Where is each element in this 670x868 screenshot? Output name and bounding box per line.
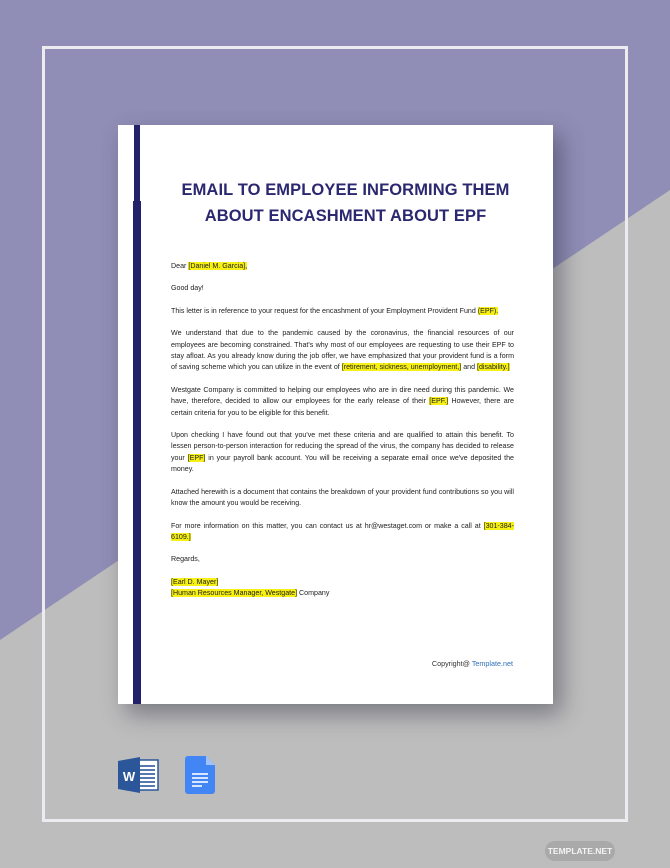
text-segment: Upon checking I have found out that you've met these criteria and are qualified to attain this benefit. To lessen person-to-person interaction for reducing the spread of the virus, the company has decided to release your	[171, 431, 514, 462]
paragraph	[171, 554, 514, 565]
letter-body	[171, 261, 514, 611]
highlighted-placeholder: [EPF.]	[429, 397, 449, 406]
svg-text:W: W	[122, 769, 136, 784]
text-segment: However, there are certain criteria for you to be eligible for this benefit.	[171, 397, 514, 417]
text-segment: and	[461, 363, 477, 372]
watermark-badge: TEMPLATE.NET	[545, 841, 615, 861]
text-segment: Good day!	[171, 284, 204, 293]
highlighted-placeholder: [Earl D. Mayer]	[171, 577, 219, 586]
paragraph	[171, 306, 514, 317]
highlighted-placeholder: [disability.]	[477, 363, 510, 372]
title-line: ABOUT ENCASHMENT ABOUT EPF	[204, 207, 487, 225]
copyright	[432, 659, 513, 668]
text-segment: in your payroll bank account. You will be receiving a separate email once we've deposited the money.	[171, 453, 514, 474]
paragraph	[171, 577, 514, 600]
text-segment: Regards,	[171, 555, 200, 564]
paragraph	[171, 328, 514, 374]
highlighted-placeholder: (EPF).	[477, 306, 499, 315]
document-title	[158, 177, 533, 229]
microsoft-word-icon	[118, 757, 160, 793]
copyright-brand: Template.net	[471, 659, 513, 668]
text-segment: Dear	[171, 262, 189, 270]
title-line: EMAIL TO EMPLOYEE INFORMING THEM	[181, 181, 510, 199]
highlighted-placeholder: [retirement, sickness, unemployment,]	[341, 363, 462, 372]
highlighted-placeholder: [EPF]	[187, 453, 206, 462]
text-segment: Westgate Company is committed to helping our employees who are in dire need during this pandemic. We have, therefore, decided to allow our employees for the early release of their	[171, 385, 514, 406]
paragraph	[171, 521, 514, 544]
highlighted-placeholder: [301-384-6109.]	[171, 521, 514, 541]
highlighted-placeholder: [Human Resources Manager, Westgate]	[171, 589, 298, 598]
paragraph	[171, 261, 514, 272]
paragraph	[171, 487, 514, 510]
paragraph	[171, 283, 514, 294]
text-segment: Company	[297, 589, 330, 598]
text-segment: This letter is in reference to your request for the encashment of your Employment Provident Fund	[171, 306, 478, 315]
text-segment: For more information on this matter, you can contact us at hr@westaget.com or make a call at	[171, 521, 484, 530]
accent-bar	[133, 201, 141, 704]
highlighted-placeholder: [Daniel M. Garcia],	[188, 262, 248, 270]
text-segment: We understand that due to the pandemic caused by the coronavirus, the financial resources of our employees are becoming constrained. That's why most of our employees are requesting to use their EPF to stay afloat. As you already know during the job offer, we have emphasized that your provident fund is a form of saving scheme which you can utilize in the event of	[171, 329, 514, 372]
google-docs-icon	[185, 756, 215, 794]
text-segment: Attached herewith is a document that contains the breakdown of your provident fund contributions so you will know the amount you would be receiving.	[171, 487, 514, 508]
document-page	[118, 125, 553, 704]
copyright-text: Copyright@	[431, 659, 472, 668]
paragraph	[171, 385, 514, 419]
paragraph	[171, 430, 514, 476]
accent-bar	[134, 125, 140, 201]
